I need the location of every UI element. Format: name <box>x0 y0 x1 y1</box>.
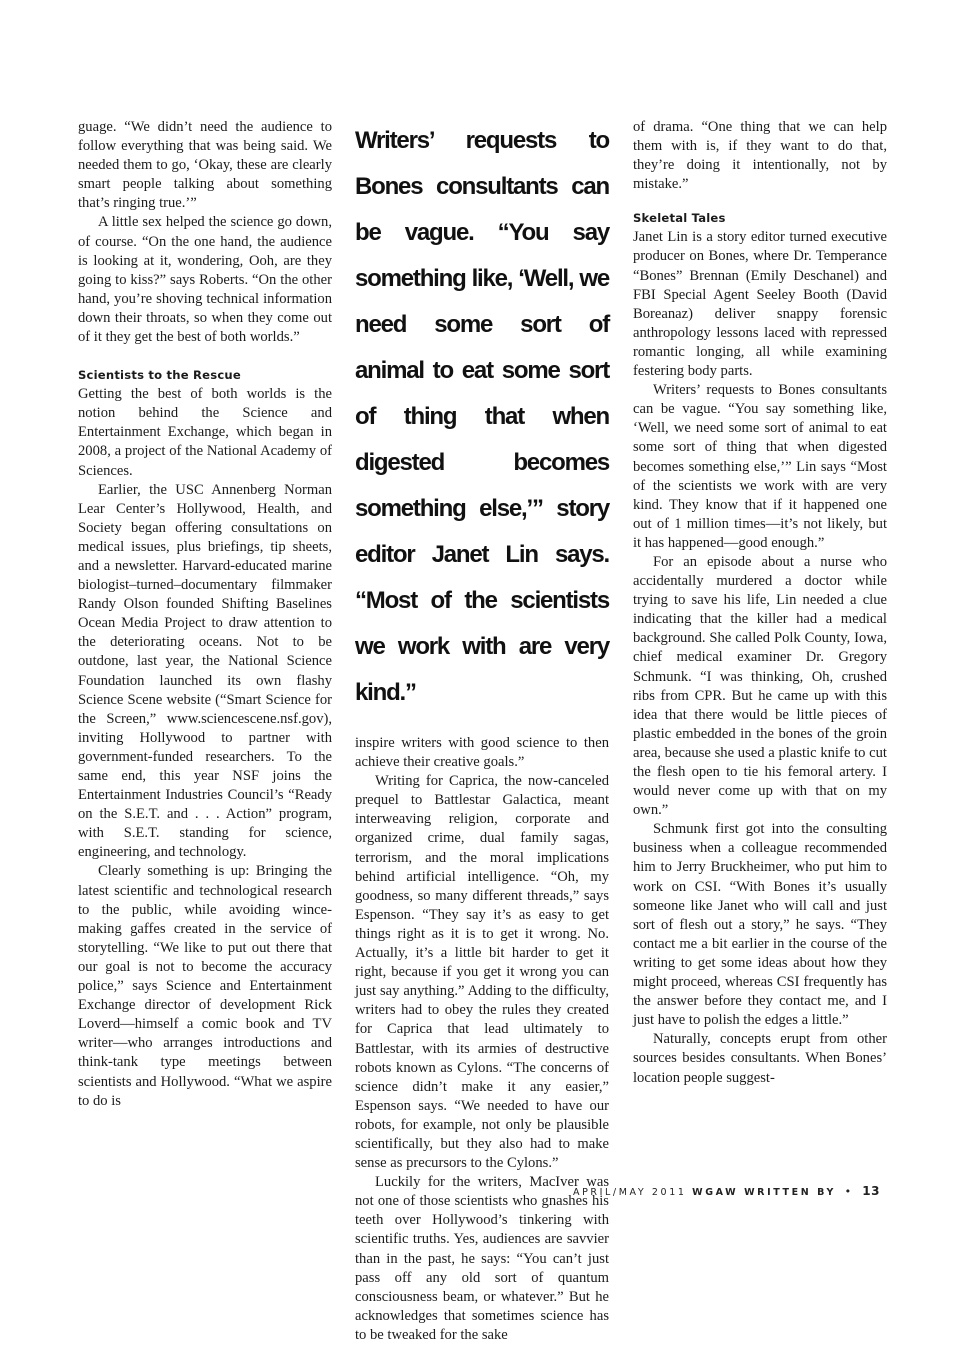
body-paragraph: Writing for Caprica, the now-canceled prequel to Battlestar Galactica, meant interweaving religion, corporate and organized crime, dual family sagas, terrorism, and the moral implications behind artificial intelligence. “Oh, my goodness, so many different threads,” says Espenson. “They say it’s as easy to get things right as it is to get it wrong. No. Actually, it’s a little bit harder to get it right, because if you get it wrong you can just say anything.” Adding to the difficulty, writers had to obey the rules they created for Caprica that lead ultimately to Battlestar, with its armies of destructive robots known as Cylons. “The concerns of science didn’t make it any easier,” Espenson says. “We needed to have our robots, for example, not only be plausible scientifically, but they also had to make sense as precursors to the Cylons.” <box>355 773 609 1172</box>
article-column-right <box>633 118 887 1088</box>
article-column-left <box>78 118 332 1111</box>
body-paragraph: Clearly something is up: Bringing the latest scientific and technological research to the public, while avoiding wince-making gaffes created in the service of storytelling. “We like to put out there that our goal is not to become the accuracy police,” says Science and Entertainment Exchange director of development Rick Loverd—himself a comic book and TV writer—who arranges introductions and think-tank type meetings between scientists and Hollywood. “What we aspire to do is <box>78 863 332 1109</box>
bullet-separator: • <box>844 1185 854 1198</box>
body-paragraph: Luckily for the writers, MacIver was not one of those scientists who gnashes his teeth over Hollywood’s tinkering with scientific truths. Yes, audiences are savvier than in the past, he says: “You can’t just pass off any old sort of quantum consciousness beam, or whatever.” But he acknowledges that sometimes science has to be tweaked for the sake <box>355 1174 609 1343</box>
page-footer <box>500 1184 880 1198</box>
page-number: 13 <box>862 1184 880 1198</box>
issue-date: APRIL/MAY 2011 <box>573 1187 687 1198</box>
section-heading: Skeletal Tales <box>633 211 726 226</box>
body-paragraph: Getting the best of both worlds is the notion behind the Science and Entertainment Exchange, which began in 2008, a project of the National Academy of Sciences. <box>78 386 332 479</box>
body-paragraph: For an episode about a nurse who accidentally murdered a doctor while trying to save his life, Lin needed a clue indicating that the killer had a medical background. She called Polk County, Iowa, chief medical examiner Dr. Gregory Schmunk. “I was thinking, Oh, crushed ribs from CPR. But he came up with this idea that there would be little pieces of plastic embedded in the bones of the groin area, because she used a plastic knife to cut the flesh open to tie his femoral artery. I would never come up with that on my own.” <box>633 553 887 819</box>
body-paragraph: Earlier, the USC Annenberg Norman Lear Center’s Hollywood, Health, and Society began offering consultations on medical issues, plus briefings, tip sheets, and a newsletter. Harvard-educated marine biologist–turned–documentary filmmaker Randy Olson founded Shifting Baselines Ocean Media Project to draw attention to the deteriorating oceans. Not to be outdone, last year, the National Science Foundation launched its own flashy Science Scene website (“Smart Science for the Screen,” www.sciencescene.nsf.gov), inviting Hollywood to partner with government-funded researchers. To the same end, this year NSF joins the Entertainment Industries Council’s “Ready on the S.E.T. and . . . Action” program, with S.E.T. standing for science, engineering, and technology. <box>78 481 332 861</box>
body-paragraph: Janet Lin is a story editor turned executive producer on Bones, where Dr. Temperance “Bones” Brennan (Emily Deschanel) and FBI Special Agent Seeley Booth (David Boreanaz) deliver snappy forensic anthropology lessons laced with repressed romantic longing, all while examining festering body parts. <box>633 229 887 380</box>
body-paragraph: Naturally, concepts erupt from other sources besides consultants. When Bones’ location people suggest- <box>633 1031 887 1086</box>
pull-quote: Writers’ requests to Bones consultants can be vague. “You say something like, ‘Well, we need some sort of animal to eat some sort of thing that when digested becomes something else,’” story editor Janet Lin says. “Most of the scientists we work with are very kind.” <box>355 127 609 706</box>
body-paragraph: guage. “We didn’t need the audience to follow everything that was being said. We needed them to go, ‘Okay, these are clearly smart people talking about something that’s ringing true.’” <box>78 119 332 212</box>
body-paragraph: inspire writers with good science to then achieve their creative goals.” <box>355 735 609 771</box>
article-column-middle <box>355 118 609 1345</box>
section-heading: Scientists to the Rescue <box>78 368 241 383</box>
body-paragraph: of drama. “One thing that we can help them with is, if they want to do that, they’re doing it intentionally, not by mistake.” <box>633 119 887 193</box>
publication-name: WGAW WRITTEN BY <box>692 1187 836 1198</box>
body-paragraph: A little sex helped the science go down, of course. “On the one hand, the audience is looking at it, wondering, Ooh, are they going to kiss?” says Roberts. “On the other hand, you’re shoving technical information down their throats, so when they come out of it they get the best of both worlds.” <box>78 214 332 346</box>
body-paragraph: Schmunk first got into the consulting business when a colleague recommended him to Jerry Bruckheimer, who put him to work on CSI. “With Bones it’s usually someone like Janet who will call and just sort of flesh out a story,” he says. “They contact me a bit earlier in the course of the writing to get some ideas about how they might proceed, whereas CSI frequently has the answer before they contact me, and I just have to polish the edges a little.” <box>633 821 887 1029</box>
body-paragraph: Writers’ requests to Bones consultants can be vague. “You say something like, ‘Well, we need some sort of animal to eat some sort of thing that when digested becomes something else,’” Lin says “Most of the scientists we work with are very kind. They know that if it happened one out of 1 million times—it’s not likely, but it has happened—good enough.” <box>633 382 887 551</box>
